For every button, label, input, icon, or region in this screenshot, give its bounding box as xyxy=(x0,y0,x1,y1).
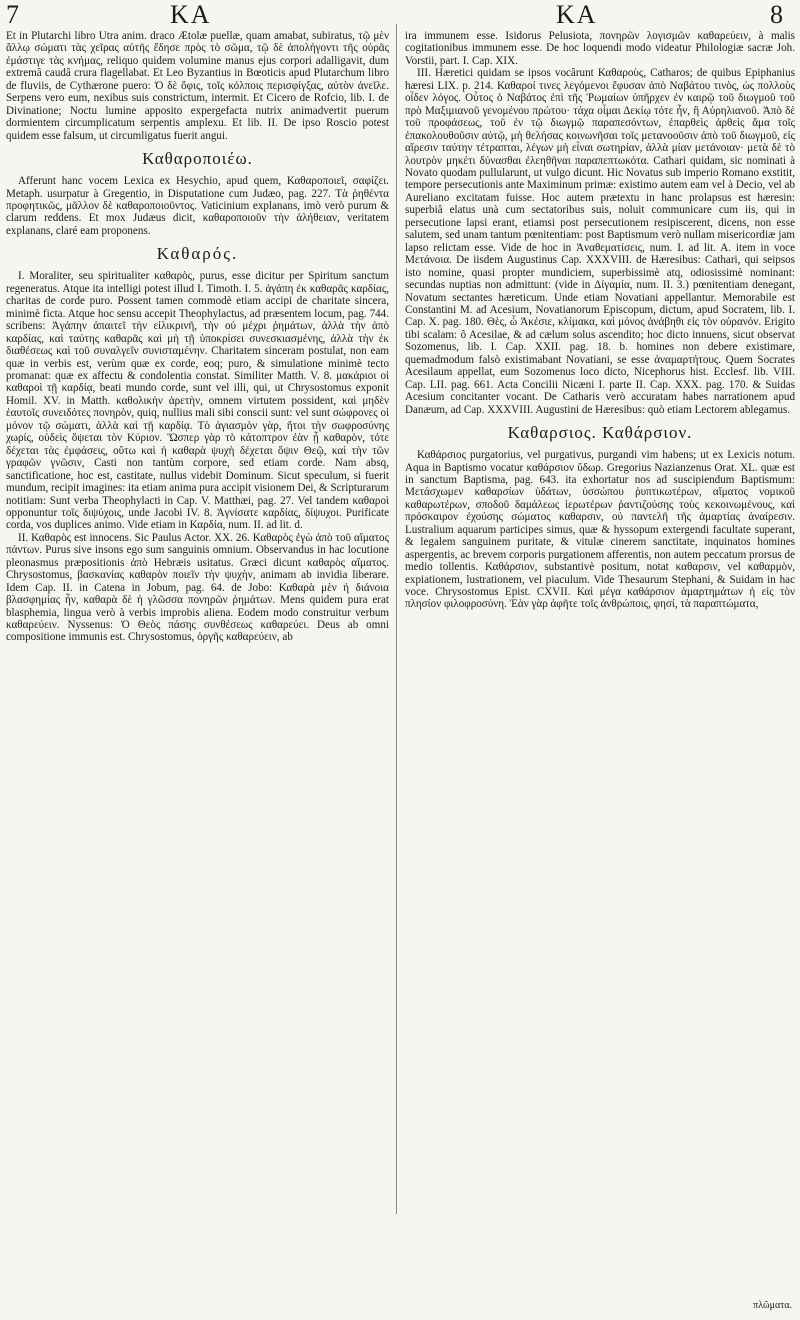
right-paragraph-1: ira immunem esse. Isidorus Pelusiota, πονηρῶν λογισμῶν καθαρεύειν, à malis cogitationibus immunem esse. De hoc loquendi modo videatur Philologiæ sacræ Joh. Vorstii, part. I. Cap. XIX. xyxy=(405,30,795,67)
entry-heading-katharos: Καθαρός. xyxy=(156,244,239,264)
entry-heading-kathelopoieo: Καθαροποιέω. xyxy=(142,149,253,169)
left-paragraph-2: Afferunt hanc vocem Lexica ex Hesychio, apud quem, Καθαροποιεῖ, σαφίζει. Metaph. usurpatur à Gregentio, in Disputatione cum Judæo, pag. 227. Τὰ ῥηθέντα προφητικῶς, μᾶλλον δὲ καθαροποιοῦντος. Vaticinium explanans, imò verò purum & clarum reddens. Et mox Judæus dicit, καθαροποιοῦν τὴν ἀλήθειαν, veritatem explanans, claré eam proponens. xyxy=(6,175,389,237)
page-header xyxy=(0,0,800,30)
catchword: πλῶματα. xyxy=(753,1300,792,1311)
column-divider xyxy=(396,24,397,1214)
left-running-title: KA xyxy=(170,0,212,29)
right-column xyxy=(405,30,795,1310)
left-column xyxy=(6,30,389,1310)
entry-heading-katharsios: Καθαρσιος. Καθάρσιον. xyxy=(507,423,693,443)
left-paragraph-4: II. Καθαρὸς est innocens. Sic Paulus Actor. XX. 26. Καθαρὸς ἐγὼ ἀπὸ τοῦ αἵματος πάντων. Purus sive insons ego sum sanguinis omnium. Observandus in hac locutione pleonasmus præpositionis ἀπὸ Hebræis usitatus. Græci dicunt καθαρὸς αἵματος. Chrysostomus, βασκανίας καθαρὸν ποιεῖν τὴν ψυχὴν, animam ab invidia liberare. Idem Cap. II. in Catena in Jobum, pag. 64. de Jobo: Καθαρὰ μὲν ἡ διάνοια βλασφημίας ἦν, καθαρὰ δὲ ἡ γλῶσσα πονηρῶν ῥημάτων. Mens quidem pura erat blasphemia, lingua verò à verbis improbis aliena. Eodem modo construitur verbum καθαρεύειν. Nyssenus: Ὁ Θεὸς πάσης συνθέσεως καθαρεύει. Deus ab omni compositione immunis est. Chrysostomus, ὀργῆς καθαρεύειν, ab xyxy=(6,531,389,644)
right-running-title: KA xyxy=(556,0,598,29)
right-paragraph-2: III. Hæretici quidam se ipsos vocârunt Καθαροὺς, Catharos; de quibus Epiphanius hæresi LIX. p. 214. Καθαροί τινες λεγόμενοι ἔφυσαν ἀπὸ Ναβάτου τινὸς, ὡς πολλοὺς οἶδεν λόγος. Οὗτος ὁ Ναβάτος ἐπὶ τῆς Ῥωμαίων ὑπῆρχεν ἐν καιρῷ τοῦ διωγμοῦ τοῦ πρὸ Μαξιμιανοῦ γενομένου πρώτου· τάχα οἶμαι Δεκίῳ τότε ἦν, ἢ Αὐρηλιανοῦ. Ἀπὸ δὲ τοῦ προφάσεως, τοῦ ἐν τῷ διωγμῷ παραπεσόντων, ἐπαρθεὶς ἀρθεὶς ἅμα τοῖς ἐπακολουθοῦσιν αὐτῷ, μὴ θελήσας κοινωνῆσαι τοῖς μετανοοῦσιν ἀπὸ τοῦ διωγμοῦ, εἰς αἵρεσιν ταύτην τέτραπται, λέγων μὴ εἶναι σωτηρίαν, ἀλλὰ μίαν μετάνοιαν· μετὰ δὲ τὸ λουτρὸν μηκέτι δύνασθαι ἐλεηθῆναι παραπεπτωκότα. Cathari quidam, sic nominati à Novato quodam pullularunt, ut vulgo dicunt. Hic Novatus sub imperio Romano exstitit, tempore persecutionis ante Maximinum primæ: existimo autem eam vel à Decio, vel ab Aureliano excitatam fuisse. Hoc autem prætextu in hanc prolapsus est hæresin: superbiâ elatus unà cum sectatoribus suis, noluit communicare cum iis, qui in persecutione lapsi erant, etiamsi post persecutionem resipiscerent, dicens, non esse salutem, sed unam tantum pœnitentiam: post Baptismum verò nullam misericordiæ jam lapso relictam esse. Vide de hoc in Ἀναθεματίσεις, num. I. ad lit. A. item in voce Μετάνοια. De iisdem Augustinus Cap. XXXVIII. de Hæresibus: Cathari, qui seipsos isto nomine, quasi propter mundiciem, superbissimè atq, odiosissimè nominant: secundas nuptias non admittunt: (vide in Δίγαμία, num. II. 3.) pœnitentiam denegant, Novatum sectantes hæreticum. Unde etiam Novatiani appellantur. Memorabile est Constantini M. ad Acesium, Novatianorum Episcopum, dictum, apud Socratem, lib. I. Cap. X. pag. 180. Θὲς, ὦ Ἀκέσιε, κλίμακα, καὶ μόνος ἀνάβηθι εἰς τὸν οὐρανόν. Erigito tibi scalam: ô Acesilae, & ad cælum solus ascendito; hoc dicto innuens, sicut observat Sozomenus, lib. I. Cap. XXII. pag. 18. b. homines non debere existimare, quemadmodum falsò existimabant Novatiani, se esse ἀναμαρτήτους. Quem Socrates Acesilaum appellat, eum Sozomenus loco dicto, Nicephorus hist. Ecclesf. lib. VIII. Cap. LII. pag. 661. Acta Concilii Nicæni I. parte II. Cap. XXX. pag. 170. & Suidas Acesium concitanter vocant. De Catharis verò accuratam habes narrationem apud Danæum, ad Cap. XXXVIII. Augustini de Hæresibus: quò etiam Lectorem ablegamus. xyxy=(405,67,795,416)
right-page-number: 8 xyxy=(770,0,783,29)
left-paragraph-1: Et in Plutarchi libro Utra anim. draco Ætolæ puellæ, quam amabat, subiratus, τῷ μὲν ἄλλῳ σώματι τὰς χεῖρας αὐτῆς ἔδησε πρὸς τὸ σῶμα, τῷ δὲ ἀπολήγοντι τῆς οὐρᾶς ἐμάστιγε τὰς κνήμας, reliquo quidem volumine manus ejus corpori adalligavit, dum extremâ caudâ crura flagellabat. Et Leo Byzantius in Bœoticis apud Plutarchum libro de fluviis, de Cythærone puero: Ὁ δὲ ὄφις, τοῖς κόλποις περισφίγξας, αὐτὸν ἀνεῖλε. Serpens vero eum, nexibus suis constrictum, intermit. Et Cicero de Rofcio, lib. I. de Divinatione; Noctu lumine apposito expergefacta nutrix animadvertit puerum dormientem circumplicatum serpentis amplexu. Et lib. II. De ipso Roscio potest quidem esse falsum, ut circumligatus fuerit angui. xyxy=(6,30,389,142)
left-page-number: 7 xyxy=(6,0,19,29)
left-paragraph-3: I. Moraliter, seu spiritualiter καθαρὸς, purus, esse dicitur per Spiritum sanctum regeneratus. Atque ita intelligi potest illud I. Timoth. I. 5. ἀγάπη ἐκ καθαρᾶς καρδίας, charitas de corde puro. Possent tamen commodè etiam accipi de charitate sincera, minimè ficta. Atque hoc sensu accepit Theophylactus, ad præsentem locum, pag. 744. scribens: Ἀγάπην ἀπαιτεῖ τὴν εἰλικρινῆ, τὴν οὐ μέχρι ῥημάτων, ἀλλὰ τὴν ἀπὸ καρδίας, καὶ ταύτης καθαρᾶς καὶ μὴ τῇ ὑποκρίσει συνεσκιασμένης, ἀλλὰ τὴν ἐκ διαθέσεως καὶ τοῦ συναλγεῖν συνισταμένην. Charitatem sinceram postulat, non eam quæ in verbis est, verùm quæ ex corde, eoq; puro, & simulatione minimè tecto promanat: quæ ex affectu & condolentia constat. Similiter Matth. V. 8. μακάριοι οἱ καθαροὶ τῇ καρδίᾳ, beati mundo corde, sunt vel illi, qui, ut Chrysostomus exponit Homil. XV. in Matth. καθολικὴν ἀρετὴν, omnem virtutem possident, καὶ μηδὲν ἑαυτοῖς συνειδότες πονηρὸν, quiq, nullius mali sibi conscii sunt: vel sunt σώφρονες οἱ μόνον τῷ σώματι, ἀλλὰ καὶ τῇ καρδίᾳ. Τὸ ἁγιασμὸν γὰρ, ἤτοι τὴν σωφροσύνης χωρίς, οὐδεὶς ὄψεται τὸν Κύριον. Ὥσπερ γὰρ τὸ κάτοπτρον ἐὰν ᾖ καθαρὸν, τότε δέχεται τὰς ἐμφάσεις, οὕτω καὶ ἡ καθαρὰ ψυχὴ δέχεται ὄψιν Θεῷ, καὶ τὴν τῶν γραφῶν γνῶσιν, Casti non tantùm corpore, sed etiam corde. Nam absq, sanctificatione, hoc est, castitate, nullus videbit Dominum. Sicut speculum, si fuerit mundum, recipit imagines: ita etiam anima pura accipit visionem Dei, & Scripturarum notitiam: Sunt verba Theophylacti in Cap. V. Matthæi, pag. 27. Vel tandem καθαροὶ opponuntur τοῖς διψύχοις, unde Jacobi IV. 8. Ἁγνίσατε καρδίας, δίψυχοι. Purificate corda, vos duplices animo. Vide etiam in Καρδία, num. II. ad lit. d. xyxy=(6,270,389,532)
right-paragraph-3: Καθάρσιος purgatorius, vel purgativus, purgandi vim habens; ut ex Lexicis notum. Aqua in Baptismo vocatur καθάρσιον ὕδωρ. Gregorius Nazianzenus Orat. XL. quæ est in sanctum Baptisma, pag. 643. ita exhortatur nos ad suscipiendum Baptismum: Μετάσχωμεν καθαρσίων ὑδάτων, ὑσσώπου ῥυπτικωτέρων, αἵματος νομικοῦ καθαρωτέρων, σποδοῦ δαμάλεως ἱερωτέρων ῥαντιζούσης τοὺς κεκοινωμένους, καὶ πρόσκαιρον ἐχούσης σώματος καθαρσιν, οὐ παντελῆ τῆς ἁμαρτίας ἀναίρεσιν. Lustralium aquarum participes simus, quæ & hyssopum extergendi facultate superant, & legalem sanguinem puritate, & vitulæ cinerem sanctitate, inquinatos homines aspergentis, ac brevem corporis purgationem afferentis, non autem peccatum prorsus de medio tollentis. Καθάρσιον, substantivè positum, notat καθαρσιν, vel καθαρμὸν, expiationem, lustrationem, vel piaculum. Vide Thesaurum Stephani, & Suidam in hac voce. Chrysostomus Epist. CXVII. Καὶ μέγα καθάρσιον ἁμαρτημάτων ἡ εἰς τὸν πλησίον φιλοφροσύνη. Ἐὰν γὰρ ἀφῆτε τοῖς ἀνθρώποις, φησί, τὰ παραπτώματα, xyxy=(405,449,795,611)
